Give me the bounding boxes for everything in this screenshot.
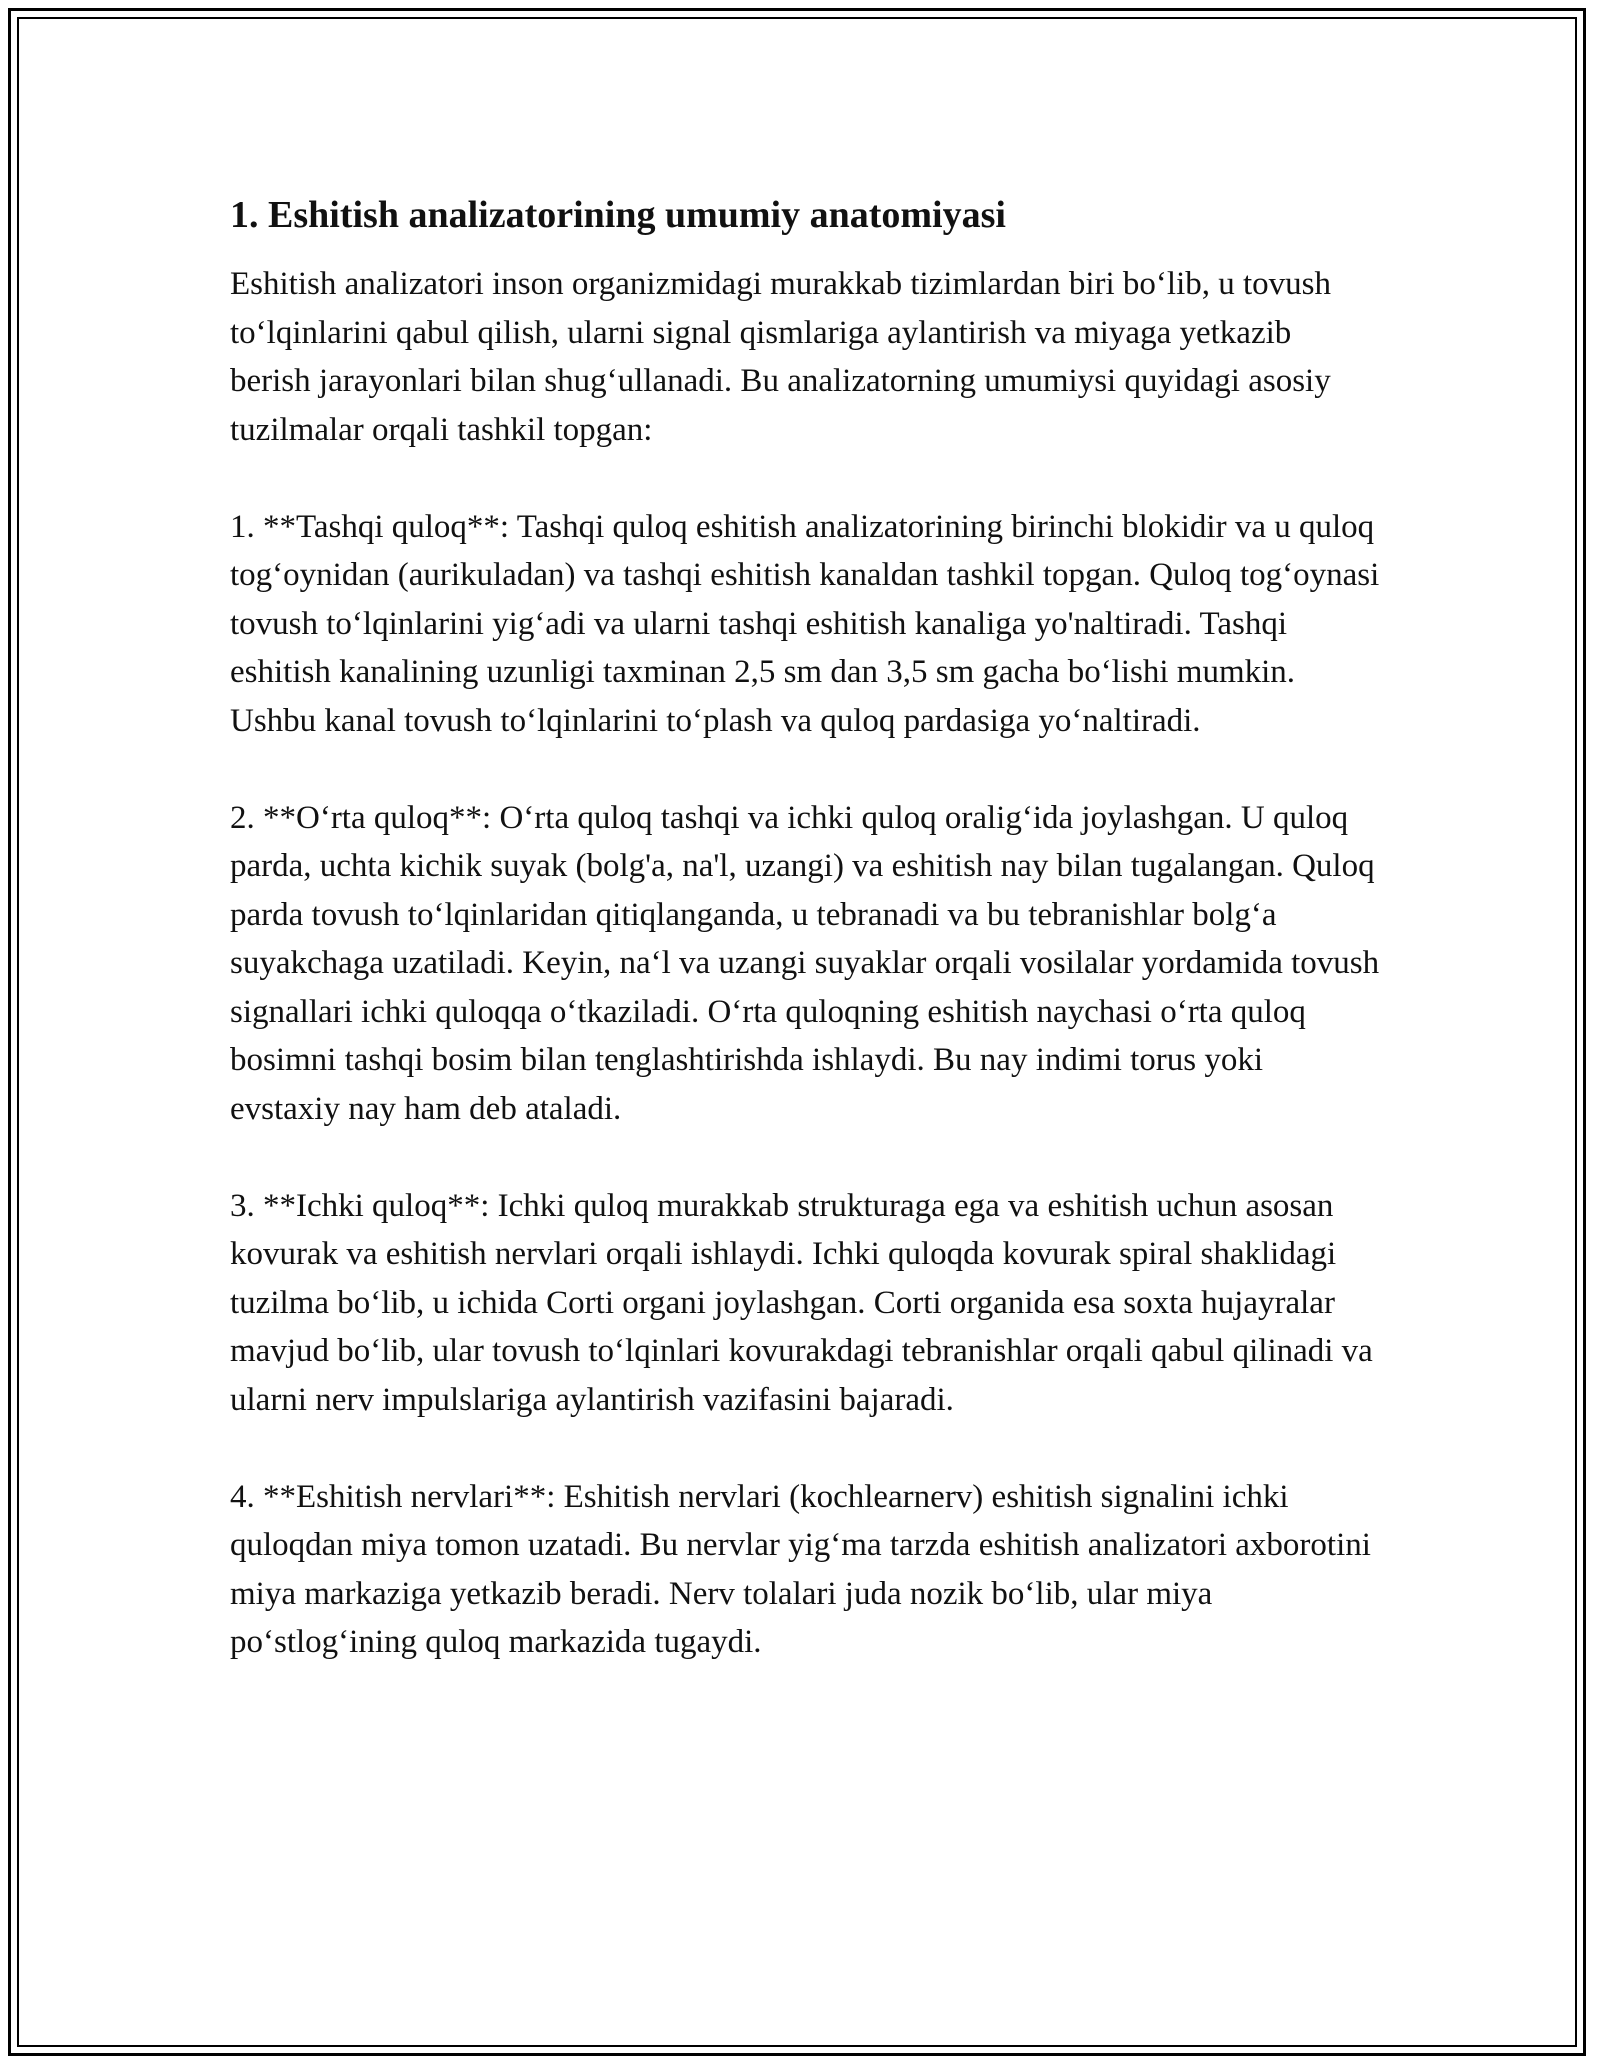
paragraph-auditory-nerves: 4. **Eshitish nervlari**: Eshitish nervlari (kochlearnerv) eshitish signalini ichki quloqdan miya tomon uzatadi. Bu nervlar yig‘ma tarzda eshitish analizatori axborotini miya markaziga yetkazib beradi. Nerv tolalari juda nozik bo‘lib, ular miya po‘stlog‘ining quloq markazida tugaydi. bbox=[230, 1478, 1371, 1661]
document-content bbox=[230, 191, 1380, 1715]
paragraph-outer-ear: 1. **Tashqi quloq**: Tashqi quloq eshitish analizatorining birinchi blokidir va u quloq tog‘oynidan (aurikuladan) va tashqi eshitish kanaldan tashkil topgan. Quloq tog‘oynasi tovush to‘lqinlarini yig‘adi va ularni tashqi eshitish kanaliga yo'naltiradi. Tashqi eshitish kanalining uzunligi taxminan 2,5 sm dan 3,5 sm gacha bo‘lishi mumkin. Ushbu kanal tovush to‘lqinlarini to‘plash va quloq pardasiga yo‘naltiradi. bbox=[230, 508, 1380, 739]
paragraph-middle-ear: 2. **O‘rta quloq**: O‘rta quloq tashqi va ichki quloq oralig‘ida joylashgan. U quloq parda, uchta kichik suyak (bolg'a, na'l, uzangi) va eshitish nay bilan tugalangan. Quloq parda tovush to‘lqinlaridan qitiqlanganda, u tebranadi va bu tebranishlar bolg‘a suyakchaga uzatiladi. Keyin, na‘l va uzangi suyaklar orqali vosilalar yordamida tovush signallari ichki quloqqa o‘tkaziladi. O‘rta quloqning eshitish naychasi o‘rta quloq bosimni tashqi bosim bilan tenglashtirishda ishlaydi. Bu nay indimi torus yoki evstaxiy nay ham deb ataladi. bbox=[230, 799, 1380, 1127]
paragraph-intro: Eshitish analizatori inson organizmidagi murakkab tizimlardan biri bo‘lib, u tovush to‘lqinlarini qabul qilish, ularni signal qismlariga aylantirish va miyaga yetkazib berish jarayonlari bilan shug‘ullanadi. Bu analizatorning umumiysi quyidagi asosiy tuzilmalar orqali tashkil topgan: bbox=[230, 266, 1332, 448]
document-title: 1. Eshitish analizatorining umumiy anatomiyasi bbox=[230, 194, 1006, 236]
paragraph-inner-ear: 3. **Ichki quloq**: Ichki quloq murakkab strukturaga ega va eshitish uchun asosan kovurak va eshitish nervlari orqali ishlaydi. Ichki quloqda kovurak spiral shaklidagi tuzilma bo‘lib, u ichida Corti organi joylashgan. Corti organida esa soxta hujayralar mavjud bo‘lib, ular tovush to‘lqinlari kovurakdagi tebranishlar orqali qabul qilinadi va ularni nerv impulslariga aylantirish vazifasini bajaradi. bbox=[230, 1187, 1373, 1418]
page-frame bbox=[8, 8, 1586, 2056]
